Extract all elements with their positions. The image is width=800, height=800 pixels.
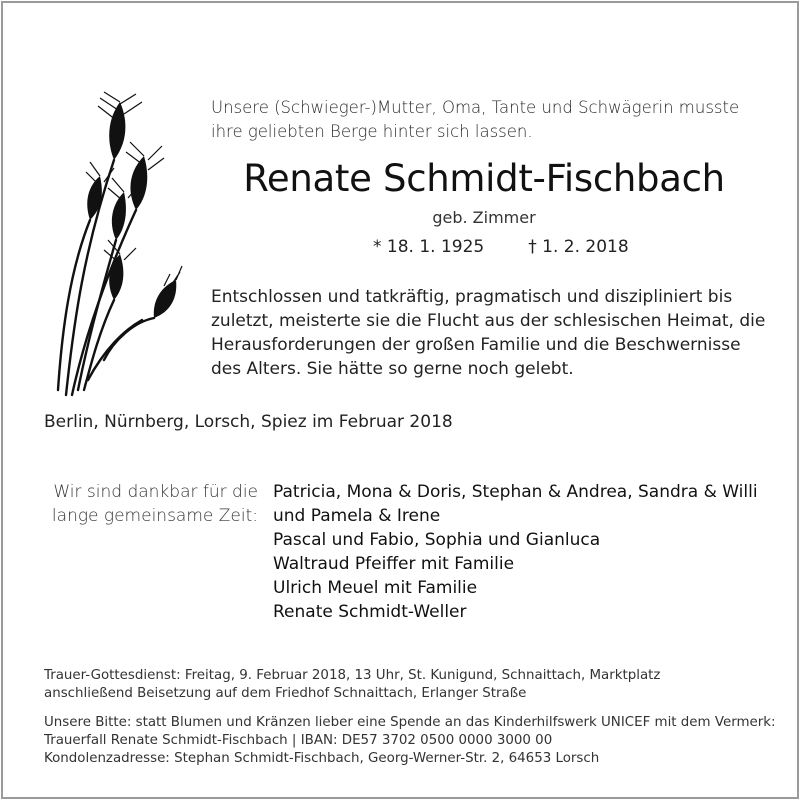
mourner-line: Patricia, Mona & Doris, Stephan & Andrea, Sandra & Willi	[273, 482, 758, 502]
service-info	[44, 667, 660, 703]
life-dates	[373, 237, 629, 257]
death-date: † 1. 2. 2018	[528, 237, 629, 257]
service-line: Trauer-Gottesdienst: Freitag, 9. Februar 2018, 13 Uhr, St. Kunigund, Schnaittach, Marktplatz	[44, 668, 661, 683]
thanks-line: lange gemeinsame Zeit:	[51, 506, 258, 526]
tribute-line: des Alters. Sie hätte so gerne noch gelebt.	[211, 359, 574, 379]
intro-text	[211, 96, 739, 144]
mourner-line: und Pamela & Irene	[273, 506, 441, 526]
donation-request	[44, 714, 776, 768]
tribute-line: zuletzt, meisterte sie die Flucht aus der schlesischen Heimat, die	[211, 311, 766, 331]
place-date: Berlin, Nürnberg, Lorsch, Spiez im Februar 2018	[44, 412, 453, 432]
wheat-ears-icon	[44, 90, 184, 400]
tribute-line: Herausforderungen der großen Familie und die Beschwernisse	[211, 335, 741, 355]
mourners-list	[273, 480, 758, 624]
mourner-line: Renate Schmidt-Weller	[273, 602, 467, 622]
thanks-text	[48, 480, 258, 528]
birth-date: * 18. 1. 1925	[373, 237, 485, 257]
mourner-line: Ulrich Meuel mit Familie	[273, 578, 478, 598]
tribute-text	[211, 285, 765, 381]
request-line: Unsere Bitte: statt Blumen und Kränzen lieber eine Spende an das Kinderhilfswerk UNICEF mit dem Vermerk:	[44, 715, 776, 730]
request-line: Trauerfall Renate Schmidt-Fischbach | IBAN: DE57 3702 0500 0000 3000 00	[44, 733, 553, 748]
thanks-line: Wir sind dankbar für die	[53, 482, 258, 502]
maiden-name: geb. Zimmer	[432, 208, 536, 227]
mourner-line: Waltraud Pfeiffer mit Familie	[273, 554, 515, 574]
intro-line: ihre geliebten Berge hinter sich lassen.	[211, 122, 533, 141]
tribute-line: Entschlossen und tatkräftig, pragmatisch und diszipliniert bis	[211, 287, 733, 307]
mourner-line: Pascal und Fabio, Sophia und Gianluca	[273, 530, 601, 550]
deceased-name: Renate Schmidt-Fischbach	[243, 157, 725, 200]
service-line: anschließend Beisetzung auf dem Friedhof Schnaittach, Erlanger Straße	[44, 686, 527, 701]
request-line: Kondolenzadresse: Stephan Schmidt-Fischbach, Georg-Werner-Str. 2, 64653 Lorsch	[44, 751, 600, 766]
intro-line: Unsere (Schwieger-)Mutter, Oma, Tante und Schwägerin musste	[211, 98, 740, 117]
